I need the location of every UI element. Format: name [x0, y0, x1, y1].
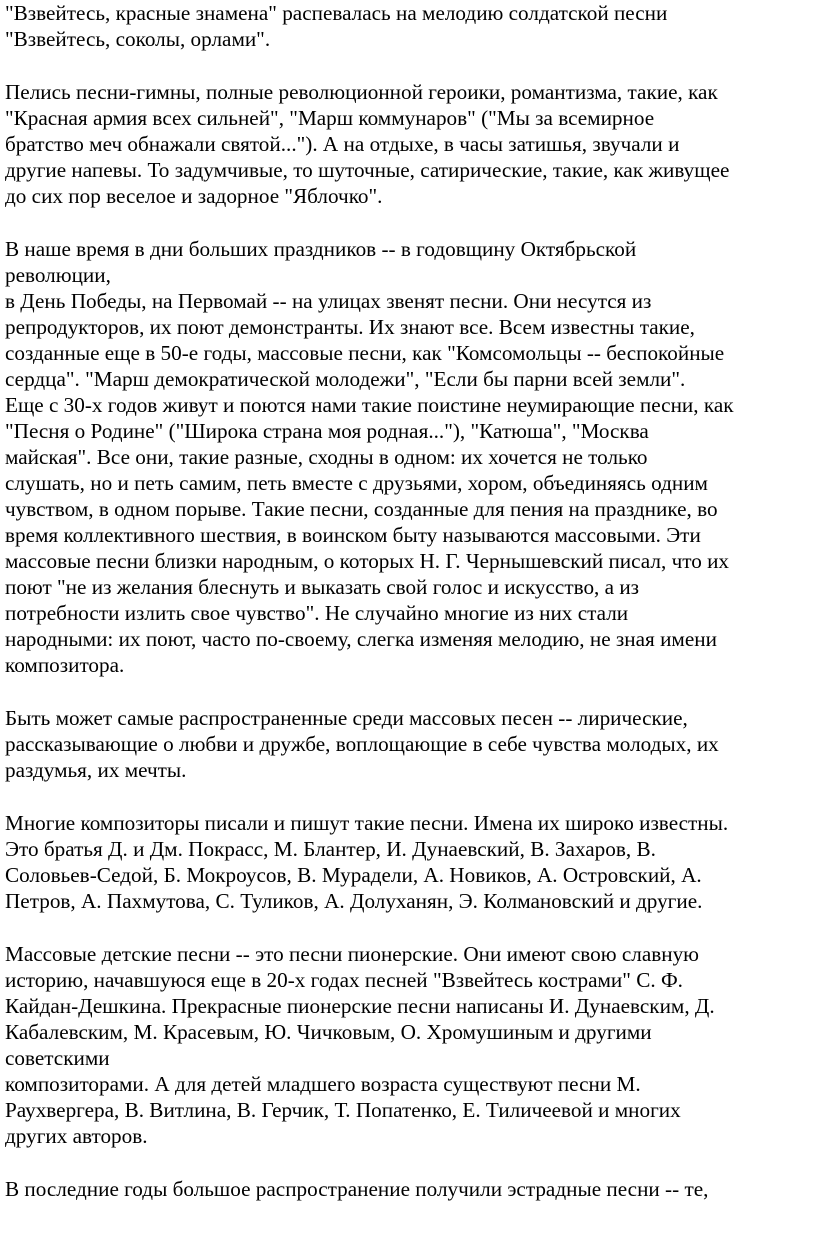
text-line: раздумья, их мечты. — [5, 758, 187, 782]
text-line: сердца". "Марш демократической молодежи", "Если бы парни всей земли". — [5, 367, 686, 391]
text-line: "Взвейтесь, соколы, орлами". — [5, 27, 271, 51]
paragraph-gap — [5, 678, 813, 705]
text-line: рассказывающие о любви и дружбе, воплощающие в себе чувства молодых, их — [5, 732, 719, 756]
text-line: народными: их поют, часто по-своему, слегка изменяя мелодию, не зная имени — [5, 627, 717, 651]
text-line: "Взвейтесь, красные знамена" распевалась на мелодию солдатской песни — [5, 1, 668, 25]
text-line: "Песня о Родине" ("Широка страна моя родная..."), "Катюша", "Москва — [5, 419, 649, 443]
text-line: композиторами. А для детей младшего возраста существуют песни М. — [5, 1072, 641, 1096]
text-line: Соловьев-Седой, Б. Мокроусов, В. Мурадели, А. Новиков, А. Островский, А. — [5, 863, 702, 887]
text-line: Раухвергера, В. Витлина, В. Герчик, Т. Попатенко, Е. Тиличеевой и многих — [5, 1098, 681, 1122]
paragraph — [5, 810, 813, 914]
paragraph — [5, 705, 813, 783]
text-line: революции, — [5, 263, 111, 287]
paragraph-gap — [5, 1149, 813, 1176]
text-line: Кайдан-Дешкина. Прекрасные пионерские песни написаны И. Дунаевским, Д. — [5, 994, 715, 1018]
paragraph-gap — [5, 209, 813, 236]
text-line: время коллективного шествия, в воинском быту называются массовыми. Эти — [5, 523, 701, 547]
text-line: Кабалевским, М. Красевым, Ю. Чичковым, О. Хромушиным и другими — [5, 1020, 652, 1044]
text-line: Многие композиторы писали и пишут такие песни. Имена их широко известны. — [5, 811, 729, 835]
text-line: в День Победы, на Первомай -- на улицах звенят песни. Они несутся из — [5, 289, 652, 313]
paragraph — [5, 1176, 813, 1202]
text-line: созданные еще в 50-е годы, массовые песни, как "Комсомольцы -- беспокойные — [5, 341, 725, 365]
text-line: майская". Все они, такие разные, сходны в одном: их хочется не только — [5, 445, 648, 469]
document-page — [5, 0, 813, 1202]
text-line: В последние годы большое распространение получили эстрадные песни -- те, — [5, 1177, 709, 1201]
paragraph — [5, 79, 813, 209]
text-line: композитора. — [5, 653, 125, 677]
text-line: Пелись песни-гимны, полные революционной героики, романтизма, такие, как — [5, 80, 718, 104]
paragraph-gap — [5, 914, 813, 941]
text-line: Массовые детские песни -- это песни пионерские. Они имеют свою славную — [5, 942, 699, 966]
text-line: братство меч обнажали святой..."). А на отдыхе, в часы затишья, звучали и — [5, 132, 680, 156]
paragraph-gap — [5, 783, 813, 810]
paragraph-gap — [5, 52, 813, 79]
text-line: историю, начавшуюся еще в 20-х годах песней "Взвейтесь кострами" С. Ф. — [5, 968, 683, 992]
text-line: другие напевы. То задумчивые, то шуточные, сатирические, такие, как живущее — [5, 158, 730, 182]
paragraph — [5, 941, 813, 1149]
paragraph — [5, 236, 813, 678]
text-line: до сих пор веселое и задорное "Яблочко". — [5, 184, 383, 208]
text-line: В наше время в дни больших праздников -- в годовщину Октябрьской — [5, 237, 637, 261]
text-line: "Красная армия всех сильней", "Марш коммунаров" ("Мы за всемирное — [5, 106, 655, 130]
text-line: репродукторов, их поют демонстранты. Их знают все. Всем известны такие, — [5, 315, 695, 339]
text-line: чувством, в одном порыве. Такие песни, созданные для пения на празднике, во — [5, 497, 718, 521]
text-line: других авторов. — [5, 1124, 148, 1148]
text-line: советскими — [5, 1046, 110, 1070]
text-line: Еще с 30-х годов живут и поются нами такие поистине неумирающие песни, как — [5, 393, 734, 417]
text-line: Это братья Д. и Дм. Покрасс, М. Блантер, И. Дунаевский, В. Захаров, В. — [5, 837, 656, 861]
text-line: поют "не из желания блеснуть и выказать свой голос и искусство, а из — [5, 575, 640, 599]
text-line: слушать, но и петь самим, петь вместе с друзьями, хором, объединяясь одним — [5, 471, 708, 495]
text-line: массовые песни близки народным, о которых Н. Г. Чернышевский писал, что их — [5, 549, 730, 573]
paragraph — [5, 0, 813, 52]
text-line: Быть может самые распространенные среди массовых песен -- лирические, — [5, 706, 688, 730]
text-line: потребности излить свое чувство". Не случайно многие из них стали — [5, 601, 629, 625]
text-line: Петров, А. Пахмутова, С. Туликов, А. Долуханян, Э. Колмановский и другие. — [5, 889, 703, 913]
